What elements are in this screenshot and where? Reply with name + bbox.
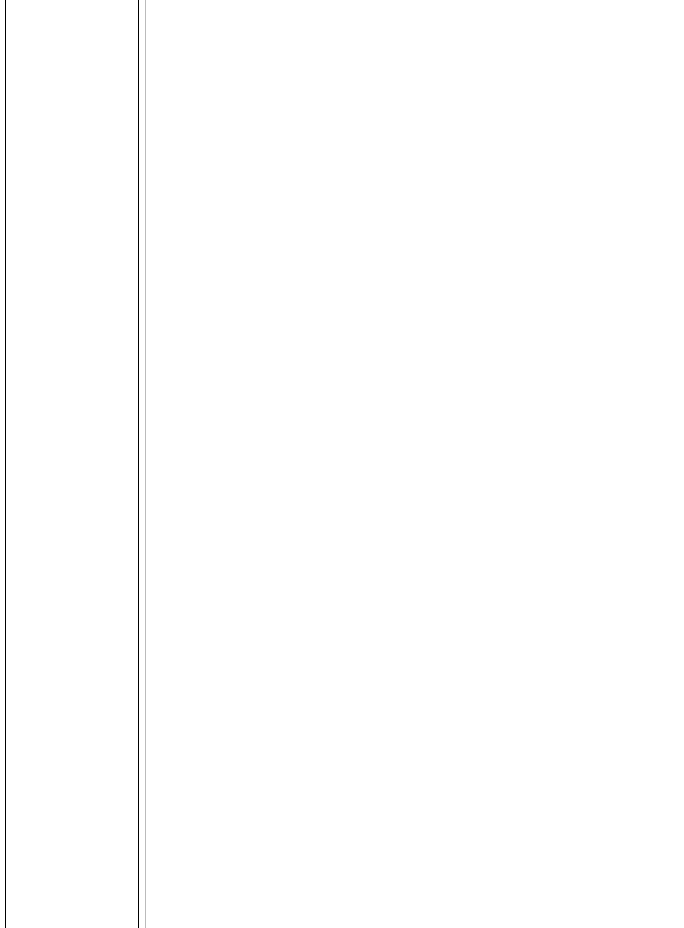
- column-divider: [138, 0, 139, 928]
- left-border: [5, 0, 6, 928]
- column-divider-inner: [145, 0, 146, 928]
